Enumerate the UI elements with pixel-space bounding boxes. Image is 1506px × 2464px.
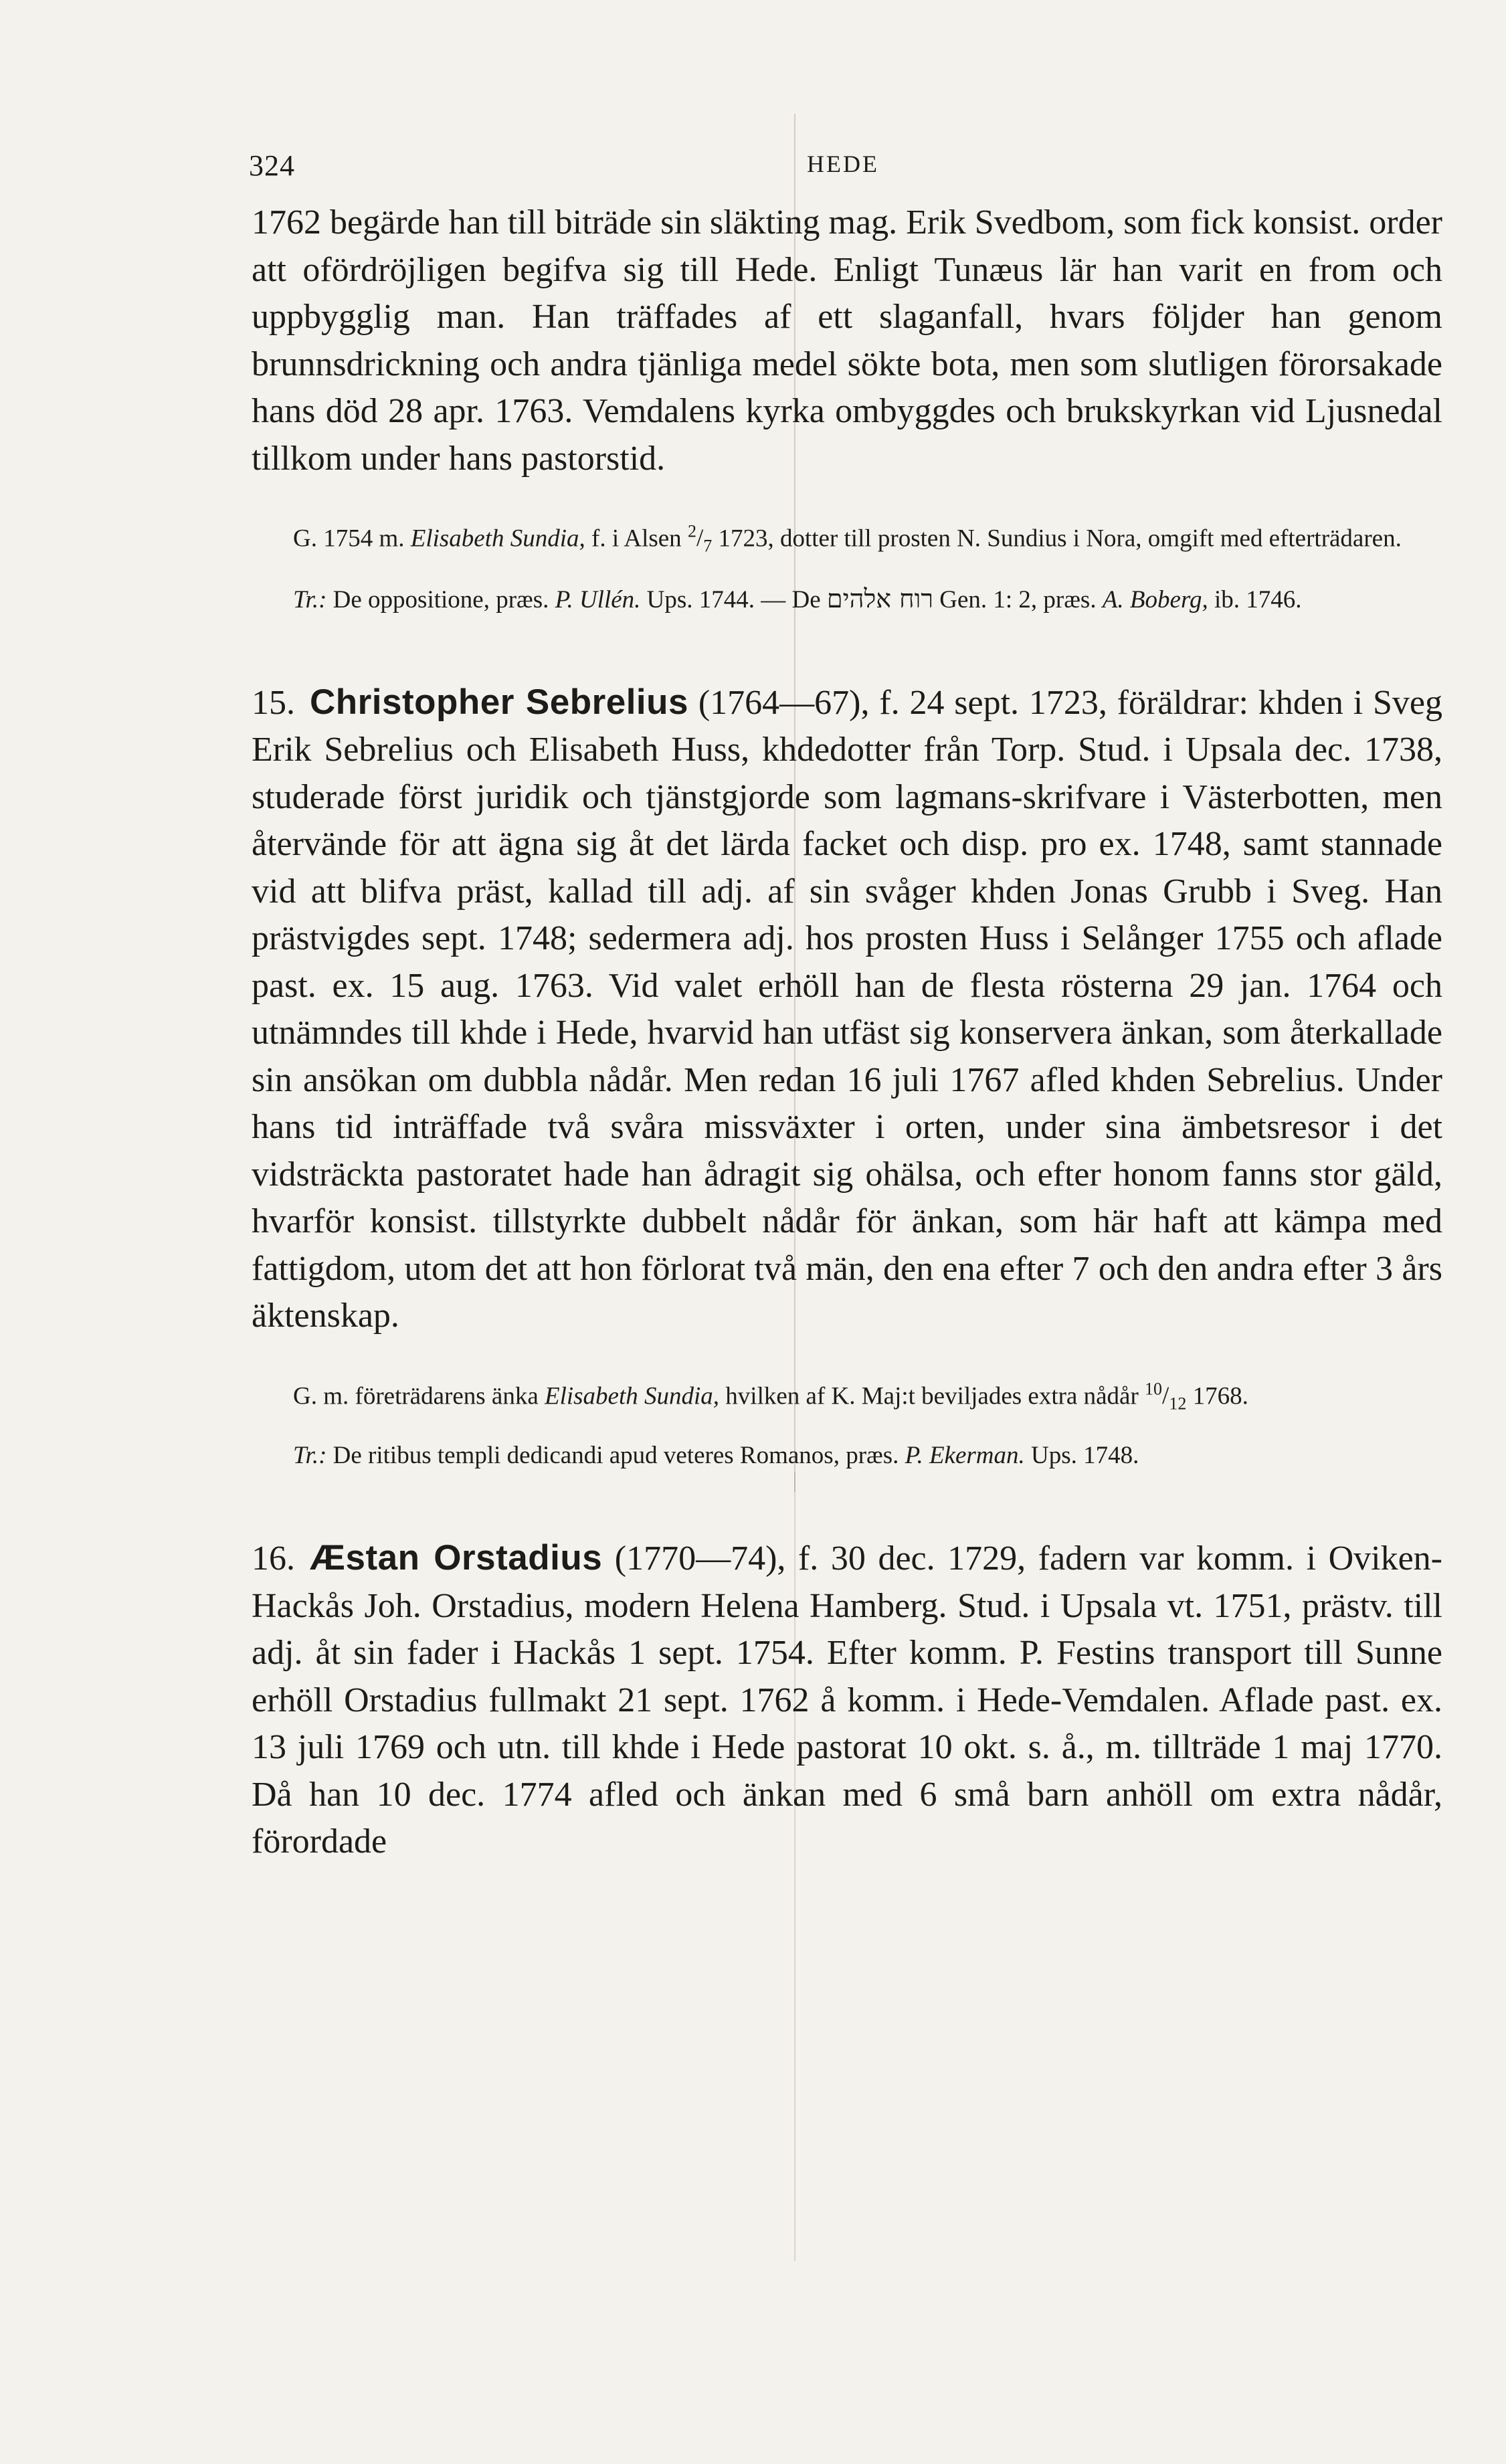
entry-name: Æstan Orstadius [310,1538,603,1578]
running-title: HEDE [807,151,879,177]
fraction-numerator: 2 [687,522,696,541]
note-text: 1768. [1186,1382,1248,1410]
note-text: Gen. 1: 2, præs. [933,585,1103,613]
note-text: hvilken af K. Maj:t beviljades extra nådår [719,1382,1145,1410]
date-fraction: $^2/_7$ [687,522,713,556]
entry-text: (1770—74), f. 30 dec. 1729, fadern var komm. i Oviken-Hackås Joh. Orstadius, modern Helena Hamberg. Stud. i Upsala vt. 1751, prästv. till adj. åt sin fader i Hackås 1 sept. 1754. Efter komm. P. Festins transport till Sunne erhöll Orstadius fullmakt 21 sept. 1762 å komm. i Hede-Vemdalen. Aflade past. ex. 13 juli 1769 och utn. till khde i Hede pastorat 10 okt. s. å., m. tillträde 1 maj 1770. Då han 10 dec. 1774 afled och änkan med 6 små barn anhöll om extra nådår, förordade [252,1539,1442,1861]
page-number: 324 [249,149,295,182]
works-label: Tr.: [293,585,327,613]
date-fraction: $^{10}/_{12}$ [1145,1379,1187,1414]
section-14-works-note [252,579,1442,620]
praeses-name: P. Ekerman. [905,1442,1025,1470]
note-text: ib. 1746. [1208,585,1302,613]
note-text: Ups. 1744. — De [640,585,827,613]
praeses-name: A. Boberg, [1102,585,1208,613]
entry-number: 16. [252,1539,295,1578]
fraction-numerator: 10 [1145,1379,1163,1399]
section-14-marriage-note [252,512,1442,567]
note-text: f. i Alsen [585,525,688,553]
note-text: De oppositione, præs. [326,585,555,613]
note-text: G. m. företrädarens änka [293,1382,545,1410]
spouse-name: Elisabeth Sundia, [410,525,585,553]
section-15-entry [252,679,1442,1340]
fraction-denominator: 12 [1169,1394,1187,1414]
section-16-entry [252,1535,1442,1866]
page-content [249,140,1443,1866]
note-text: De ritibus templi dedicandi apud veteres Romanos, præs. [326,1442,905,1470]
section-15-marriage-note [252,1369,1442,1424]
entry-text: (1764—67), f. 24 sept. 1723, föräldrar: khden i Sveg Erik Sebrelius och Elisabeth Huss, khdedotter från Torp. Stud. i Upsala dec. 1738, studerade först juridik och tjänstgjorde som lagmans-skrifvare i Västerbotten, men återvände för att ägna sig åt det lärda facket och disp. pro ex. 1748, samt stannade vid att blifva präst, kallad till adj. af sin svåger khden Jonas Grubb i Sveg. Han prästvigdes sept. 1748; sedermera adj. hos prosten Huss i Selånger 1755 och aflade past. ex. 15 aug. 1763. Vid valet erhöll han de flesta rösterna 29 jan. 1764 och utnämndes till khde i Hede, hvarvid han utfäst sig konservera änkan, som återkallade sin ansökan om dubbla nådår. Men redan 16 juli 1767 afled khden Sebrelius. Under hans tid inträffade två svåra missväxter i orten, under sina ämbetsresor i det vidsträckta pastoratet hade han ådragit sig ohälsa, och efter honom fanns stor gäld, hvarför konsist. tillstyrkte dubbelt nådår för änkan, som här haft att kämpa med fattigdom, utom det att hon förlorat två män, den ena efter 7 och den andra efter 3 års äktenskap. [252,683,1443,1335]
entry-number: 15. [252,683,295,722]
note-text: Ups. 1748. [1024,1442,1139,1470]
note-text: 1723, dotter till prosten N. Sundius i Nora, omgift med efterträdaren. [712,525,1402,553]
fraction-denominator: 7 [703,536,713,556]
section-14-paragraph: 1762 begärde han till biträde sin släkting mag. Erik Svedbom, som fick konsist. order att ofördröjligen begifva sig till Hede. Enligt Tunæus lär han varit en from och uppbygglig man. Han träffades af ett slaganfall, hvars följder han genom brunnsdrickning och andra tjänliga medel sökte bota, men som slutligen förorsakade hans död 28 apr. 1763. Vemdalens kyrka ombyggdes och brukskyrkan vid Ljusnedal tillkom under hans pastorstid. [252,203,1442,478]
praeses-name: P. Ullén. [555,585,641,613]
note-text: G. 1754 m. [293,525,411,553]
hebrew-title: רוח אלהים [826,583,933,613]
works-label: Tr.: [293,1442,327,1470]
running-head [249,140,1442,187]
section-15-works-note [252,1436,1442,1476]
spouse-name: Elisabeth Sundia, [545,1382,720,1410]
entry-name: Christopher Sebrelius [310,682,689,722]
